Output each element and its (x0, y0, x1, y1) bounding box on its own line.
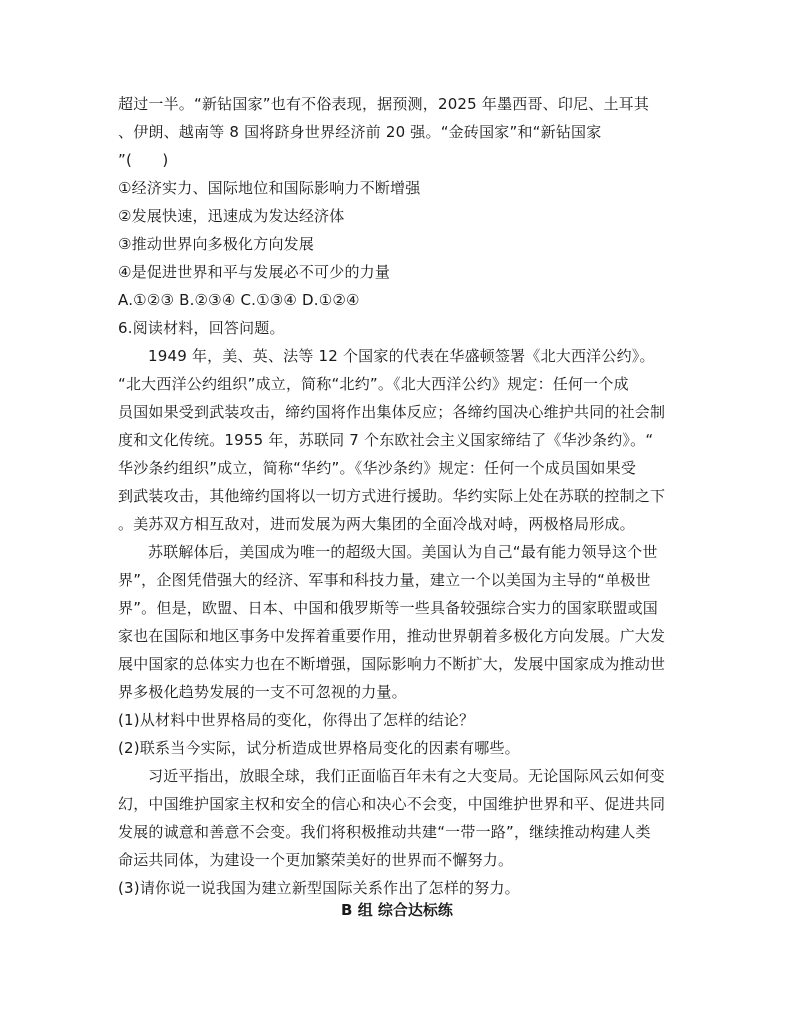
q6-para3-line-2: 幻，中国维护国家主权和安全的信心和决心不会变，中国维护世界和平、促进共同 (118, 795, 666, 813)
q5-text-line-3: ”( ) (118, 151, 169, 169)
q6-para3-line-4: 命运共同体，为建设一个更加繁荣美好的世界而不懈努力。 (118, 851, 514, 869)
q5-option-3: ③推动世界向多极化方向发展 (118, 235, 315, 253)
q6-para1-line-6: 到武装攻击，其他缔约国将以一切方式进行援助。华约实际上处在苏联的控制之下 (118, 487, 666, 505)
q6-sub-question-3: (3)请你说一说我国为建立新型国际关系作出了怎样的努力。 (118, 879, 520, 897)
q6-para1-line-3: 员国如果受到武装攻击，缔约国将作出集体反应；各缔约国决心维护共同的社会制 (118, 403, 666, 421)
q6-para1-line-4: 度和文化传统。1955 年，苏联同 7 个东欧社会主义国家缔结了《华沙条约》。“ (118, 431, 654, 449)
q6-para2-line-5: 展中国家的总体实力也在不断增强，国际影响力不断扩大，发展中国家成为推动世 (118, 655, 666, 673)
q6-sub-question-2: (2)联系当今实际，试分析造成世界格局变化的因素有哪些。 (118, 739, 520, 757)
section-title: B 组 综合达标练 (341, 901, 453, 919)
q6-heading: 6.阅读材料，回答问题。 (118, 319, 285, 337)
q5-option-4: ④是促进世界和平与发展必不可少的力量 (118, 263, 391, 281)
q5-text-line-1: 超过一半。“新钻国家”也有不俗表现，据预测，2025 年墨西哥、印尼、土耳其 (118, 95, 650, 113)
q5-option-2: ②发展快速，迅速成为发达经济体 (118, 207, 345, 225)
q6-para1-line-5: 华沙条约组织”成立，简称“华约”。《华沙条约》规定：任何一个成员国如果受 (118, 459, 637, 477)
q5-text-line-2: 、伊朗、越南等 8 国将跻身世界经济前 20 强。“金砖国家”和“新钻国家 (118, 123, 602, 141)
q6-sub-question-1: (1)从材料中世界格局的变化，你得出了怎样的结论？ (118, 711, 475, 729)
q6-para1-line-7: 。美苏双方相互敌对，进而发展为两大集团的全面冷战对峙，两极格局形成。 (118, 515, 635, 533)
q6-para2-line-6: 界多极化趋势发展的一支不可忽视的力量。 (118, 683, 407, 701)
q6-para2-line-4: 家也在国际和地区事务中发挥着重要作用，推动世界朝着多极化方向发展。广大发 (118, 627, 666, 645)
document-body (118, 90, 666, 902)
q6-para3-line-3: 发展的诚意和善意不会变。我们将积极推动共建“一带一路”，继续推动构建人类 (118, 823, 651, 841)
q6-para2-line-2: 界”，企图凭借强大的经济、军事和科技力量，建立一个以美国为主导的“单极世 (118, 571, 651, 589)
q5-option-1: ①经济实力、国际地位和国际影响力不断增强 (118, 179, 421, 197)
q6-para1-line-2: “北大西洋公约组织”成立，简称“北约”。《北大西洋公约》规定：任何一个成 (118, 375, 629, 393)
q6-para1-line-1: 1949 年，美、英、法等 12 个国家的代表在华盛顿签署《北大西洋公约》。 (148, 347, 655, 365)
q6-para2-line-3: 界”。但是，欧盟、日本、中国和俄罗斯等一些具备较强综合实力的国家联盟或国 (118, 599, 658, 617)
q6-para3-line-1: 习近平指出，放眼全球，我们正面临百年未有之大变局。无论国际风云如何变 (148, 767, 665, 785)
q5-choices: A.①②③ B.②③④ C.①③④ D.①②④ (118, 291, 360, 309)
q6-para2-line-1: 苏联解体后，美国成为唯一的超级大国。美国认为自己“最有能力领导这个世 (148, 543, 658, 561)
